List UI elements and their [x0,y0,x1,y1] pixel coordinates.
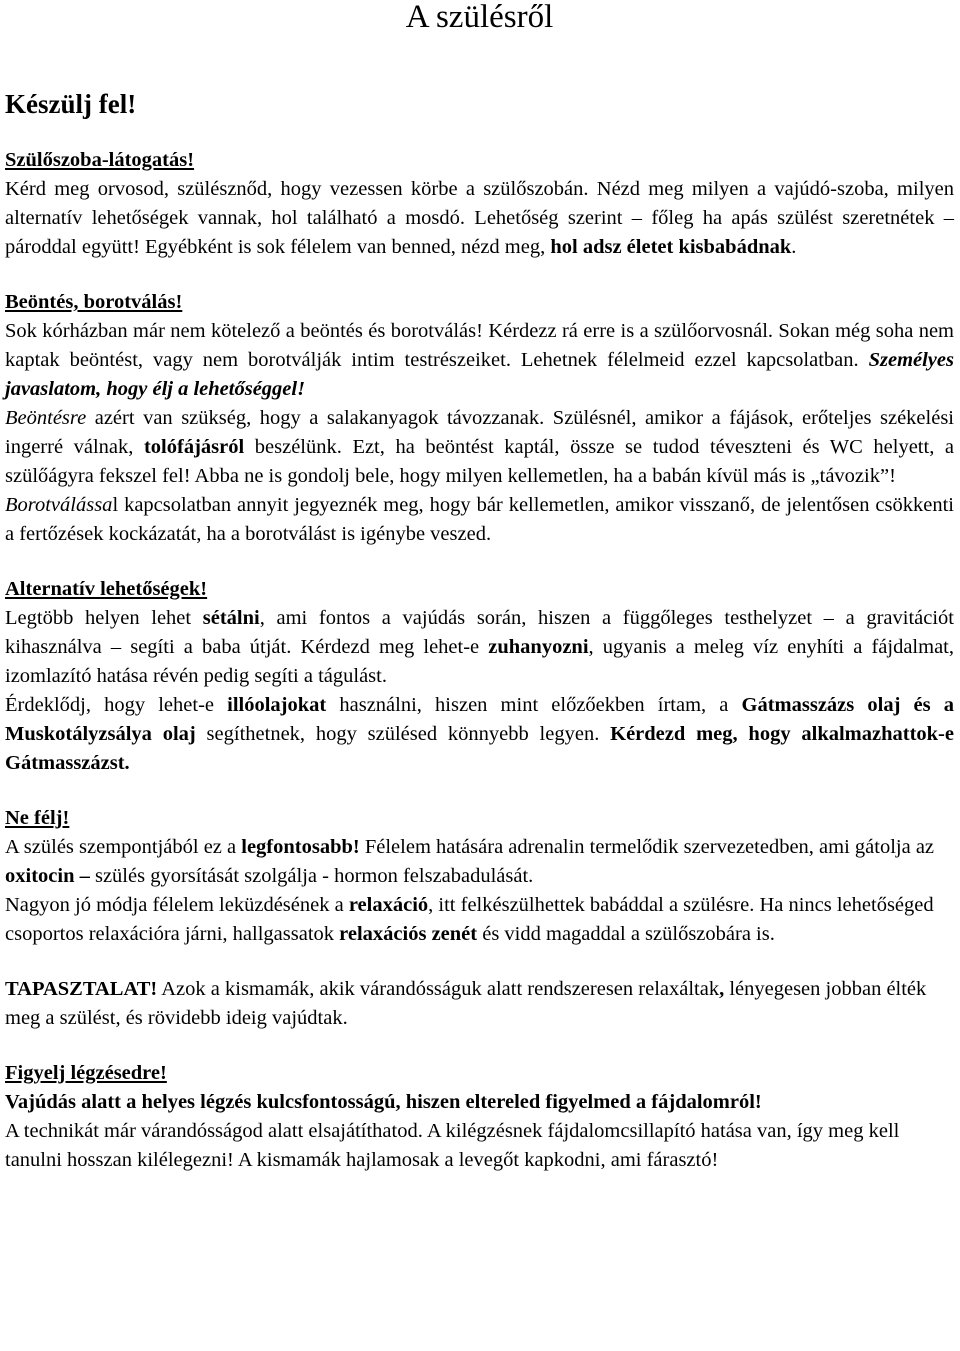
paragraph: Kérd meg orvosod, szülésznőd, hogy vezessen körbe a szülőszobán. Nézd meg milyen a vajúdó-szoba, milyen alternatív lehetőségek vannak, hol található a mosdó. Lehetőség szerint – főleg ha apás szülést szeretnétek – pároddal együtt! Egyébként is sok félelem van benned, nézd meg, hol adsz életet kisbabádnak. [5,178,954,258]
section-heading: Alternatív lehetőségek! [5,578,208,600]
section-heading: Figyelj légzésedre! [5,1062,167,1084]
paragraph: A technikát már várandósságod alatt elsajátíthatod. A kilégzésnek fájdalomcsillapító hatása van, így meg kell tanulni hosszan kilélegezni! A kismamák hajlamosak a levegőt kapkodni, ami fárasztó! [5,1120,900,1171]
paragraph: Legtöbb helyen lehet sétálni, ami fontos a vajúdás során, hiszen a függőleges testhelyzet – a gravitációt kihasználva – segíti a baba útját. Kérdezd meg lehet-e zuhanyozni, ugyanis a meleg víz enyhíti a fájdalmat, izomlazító hatása révén pedig segíti a tágulást. [5,607,954,687]
paragraph: TAPASZTALAT! Azok a kismamák, akik várandósságuk alatt rendszeresen relaxáltak, lényegesen jobban élték meg a szülést, és rövidebb ideig vajúdtak. [5,978,927,1029]
section-heading: Ne félj! [5,807,70,829]
paragraph: Nagyon jó módja félelem leküzdésének a relaxáció, itt felkészülhettek babáddal a szülésre. Ha nincs lehetőséged csoportos relaxációra járni, hallgassatok relaxációs zenét és vidd magaddal a szülőszobára is. [5,894,934,945]
section-heading: Szülőszoba-látogatás! [5,149,195,171]
section-enema-shaving [5,288,954,549]
paragraph: Beöntésre azért van szükség, hogy a salakanyagok távozzanak. Szülésnél, amikor a fájások, erőteljes székelési ingerré válnak, tolófájásról beszélünk. Ezt, ha beöntést kaptál, össze se tudod téveszteni és WC helyett, a szülőágyra fekszel fel! Abba ne is gondolj bele, hogy milyen kellemetlen, ha a babán kívül más is „távozik”! [5,407,954,487]
section-breathing [5,1059,954,1175]
section-delivery-room-visit [5,146,954,262]
document-title: A szülésről [405,0,554,35]
paragraph: Sok kórházban már nem kötelező a beöntés és borotválás! Kérdezz rá erre is a szülőorvosnál. Sokan még soha nem kaptak beöntést, vagy nem borotválják intim testrészeiket. Lehetnek félelmeid ezzel kapcsolatban. Személyes javaslatom, hogy élj a lehetőséggel! [5,320,954,400]
paragraph: Borotválással kapcsolatban annyit jegyeznék meg, hogy bár kellemetlen, amikor visszanő, de jelentősen csökkenti a fertőzések kockázatát, ha a borotválást is igénybe veszed. [5,494,954,545]
section-experience [5,975,954,1033]
paragraph: A szülés szempontjából ez a legfontosabb! Félelem hatására adrenalin termelődik szervezetedben, ami gátolja az oxitocin – szülés gyorsítását szolgálja - hormon felszabadulását. [5,836,935,887]
section-heading: Beöntés, borotválás! [5,291,183,313]
paragraph: Vajúdás alatt a helyes légzés kulcsfontosságú, hiszen eltereled figyelmed a fájdalomról! [5,1091,762,1113]
main-heading: Készülj fel! [5,89,137,119]
section-dont-fear [5,804,954,949]
paragraph: Érdeklődj, hogy lehet-e illóolajokat használni, hiszen mint előzőekben írtam, a Gátmasszázs olaj és a Muskotályzsálya olaj segíthetnek, hogy szülésed könnyebb legyen. Kérdezd meg, hogy alkalmazhattok-e Gátmasszázst. [5,694,954,774]
section-alternatives [5,575,954,778]
